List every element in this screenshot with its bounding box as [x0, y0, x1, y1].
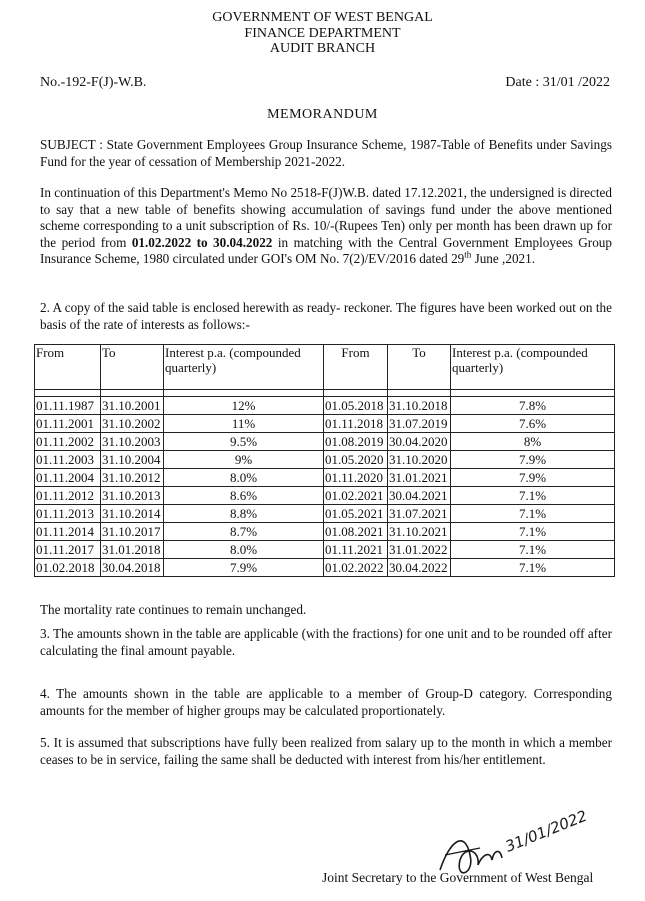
- interest-cell: 7.6%: [451, 415, 615, 433]
- letterhead: [0, 10, 645, 57]
- from-date-cell: 01.11.2012: [35, 487, 101, 505]
- interest-cell: 7.1%: [451, 523, 615, 541]
- header-from-1: From: [35, 345, 101, 390]
- table-row: [35, 487, 615, 505]
- to-date-cell: 31.10.2012: [101, 469, 164, 487]
- interest-cell: 8.8%: [164, 505, 324, 523]
- interest-cell: 11%: [164, 415, 324, 433]
- to-date-cell: 31.10.2003: [101, 433, 164, 451]
- to-date-cell: 30.04.2021: [388, 487, 451, 505]
- to-date-cell: 31.01.2022: [388, 541, 451, 559]
- interest-cell: 7.1%: [451, 505, 615, 523]
- from-date-cell: 01.11.2004: [35, 469, 101, 487]
- paragraph-1-text-b: in matching with the Central Government Employees Group Insurance Scheme, 1980 circulated under GOI's OM No. 7(2)/EV/2016 dated 29: [40, 234, 612, 267]
- paragraph-3: 3. The amounts shown in the table are applicable (with the fractions) for one unit and to be rounded off after calculating the final amount payable.: [40, 626, 612, 658]
- table-row: [35, 451, 615, 469]
- from-date-cell: 01.02.2021: [324, 487, 388, 505]
- from-date-cell: 01.08.2019: [324, 433, 388, 451]
- from-date-cell: 01.05.2018: [324, 397, 388, 415]
- from-date-cell: 01.11.2013: [35, 505, 101, 523]
- interest-cell: 9%: [164, 451, 324, 469]
- to-date-cell: 31.07.2021: [388, 505, 451, 523]
- header-to-1: To: [101, 345, 164, 390]
- subject-paragraph: SUBJECT : State Government Employees Group Insurance Scheme, 1987-Table of Benefits under Savings Fund for the year of cessation of Membership 2021-2022.: [40, 137, 612, 169]
- table-row: [35, 523, 615, 541]
- to-date-cell: 31.10.2017: [101, 523, 164, 541]
- to-date-cell: 31.01.2018: [101, 541, 164, 559]
- signatory-line: Joint Secretary to the Government of West Bengal: [322, 870, 594, 885]
- header-interest-1: Interest p.a. (compounded quarterly): [164, 345, 324, 390]
- from-date-cell: 01.11.2018: [324, 415, 388, 433]
- to-date-cell: 30.04.2018: [101, 559, 164, 577]
- table-row: [35, 541, 615, 559]
- from-date-cell: 01.02.2018: [35, 559, 101, 577]
- letterhead-line-3: AUDIT BRANCH: [269, 41, 376, 56]
- to-date-cell: 31.10.2002: [101, 415, 164, 433]
- table-row: [35, 415, 615, 433]
- from-date-cell: 01.11.1987: [35, 397, 101, 415]
- to-date-cell: 31.10.2014: [101, 505, 164, 523]
- interest-cell: 8%: [451, 433, 615, 451]
- interest-cell: 9.5%: [164, 433, 324, 451]
- interest-cell: 7.8%: [451, 397, 615, 415]
- to-date-cell: 30.04.2020: [388, 433, 451, 451]
- interest-rate-table: [34, 344, 615, 577]
- from-date-cell: 01.05.2021: [324, 505, 388, 523]
- signature-date: 31/01/2022: [502, 806, 590, 856]
- interest-cell: 12%: [164, 397, 324, 415]
- table-row: [35, 469, 615, 487]
- table-row: [35, 559, 615, 577]
- interest-cell: 7.1%: [451, 487, 615, 505]
- header-to-2: To: [388, 345, 451, 390]
- paragraph-1-text-a: In continuation of this Department's Memo No 2518-F(J)W.B. dated 17.12.2021, the undersigned is directed to say that a new table of benefits showing accumulation of savings fund under the above mentioned scheme corresponding to a unit subscription of Rs. 10/-(Rupees Ten) only per month has been drawn up for the period from: [40, 185, 612, 250]
- memo-date: Date : 31/01 /2022: [505, 75, 610, 90]
- from-date-cell: 01.11.2003: [35, 451, 101, 469]
- paragraph-5: 5. It is assumed that subscriptions have fully been realized from salary up to the month in which a member ceases to be in service, failing the same shall be deducted with interest from his/her entitlement.: [40, 735, 612, 767]
- to-date-cell: 31.10.2013: [101, 487, 164, 505]
- interest-cell: 7.1%: [451, 541, 615, 559]
- table-row: [35, 397, 615, 415]
- reference-number: No.-192-F(J)-W.B.: [40, 75, 147, 90]
- table-row: [35, 505, 615, 523]
- interest-cell: 8.0%: [164, 541, 324, 559]
- from-date-cell: 01.11.2021: [324, 541, 388, 559]
- memo-title: MEMORANDUM: [267, 107, 378, 122]
- to-date-cell: 30.04.2022: [388, 559, 451, 577]
- table-body: [35, 390, 615, 577]
- from-date-cell: 01.11.2020: [324, 469, 388, 487]
- from-date-cell: 01.11.2002: [35, 433, 101, 451]
- header-interest-2: Interest p.a. (compounded quarterly): [451, 345, 615, 390]
- header-from-2: From: [324, 345, 388, 390]
- reference-line: [40, 75, 610, 91]
- ordinal-suffix: th: [464, 249, 472, 260]
- to-date-cell: 31.07.2019: [388, 415, 451, 433]
- table-row: [35, 433, 615, 451]
- table-header-row: [35, 345, 615, 390]
- interest-cell: 8.7%: [164, 523, 324, 541]
- mortality-note: The mortality rate continues to remain unchanged.: [40, 602, 307, 617]
- interest-cell: 7.9%: [164, 559, 324, 577]
- to-date-cell: 31.10.2018: [388, 397, 451, 415]
- from-date-cell: 01.08.2021: [324, 523, 388, 541]
- from-date-cell: 01.11.2017: [35, 541, 101, 559]
- from-date-cell: 01.11.2014: [35, 523, 101, 541]
- to-date-cell: 31.10.2020: [388, 451, 451, 469]
- interest-cell: 7.1%: [451, 559, 615, 577]
- from-date-cell: 01.05.2020: [324, 451, 388, 469]
- period-bold: 01.02.2022 to 30.04.2022: [131, 234, 273, 250]
- from-date-cell: 01.02.2022: [324, 559, 388, 577]
- to-date-cell: 31.10.2021: [388, 523, 451, 541]
- interest-cell: 7.9%: [451, 469, 615, 487]
- letterhead-line-2: FINANCE DEPARTMENT: [244, 25, 401, 41]
- from-date-cell: 01.11.2001: [35, 415, 101, 433]
- paragraph-1: [40, 185, 612, 268]
- paragraph-4: 4. The amounts shown in the table are applicable to a member of Group-D category. Corresponding amounts for the member of higher groups may be calculated proportionately.: [40, 686, 612, 718]
- letterhead-line-1: GOVERNMENT OF WEST BENGAL: [212, 10, 433, 25]
- to-date-cell: 31.10.2004: [101, 451, 164, 469]
- table-spacer-row: [35, 390, 615, 397]
- interest-cell: 8.0%: [164, 469, 324, 487]
- paragraph-2: 2. A copy of the said table is enclosed herewith as ready- reckoner. The figures have been worked out on the basis of the rate of interests as follows:-: [40, 300, 612, 332]
- interest-cell: 7.9%: [451, 451, 615, 469]
- interest-cell: 8.6%: [164, 487, 324, 505]
- to-date-cell: 31.01.2021: [388, 469, 451, 487]
- to-date-cell: 31.10.2001: [101, 397, 164, 415]
- paragraph-1-text-c: June ,2021.: [471, 251, 536, 267]
